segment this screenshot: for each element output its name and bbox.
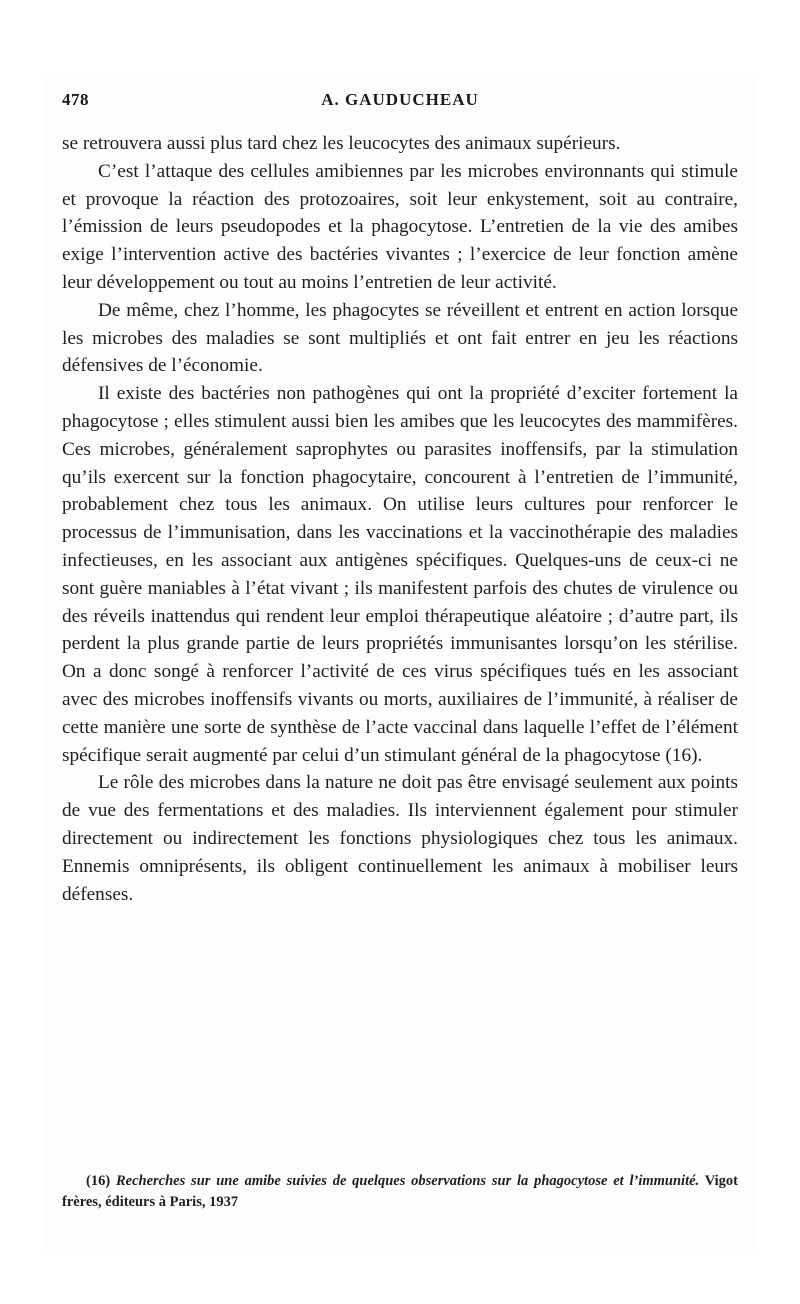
body-text (62, 130, 738, 908)
page-header (62, 90, 738, 118)
footnote-title: Recherches sur une amibe suivies de quelques observations sur la phagocytose et l’immunité. (115, 1173, 700, 1189)
paragraph-2: C’est l’attaque des cellules amibiennes par les microbes environnants qui stimule et provoque la réaction des protozoaires, soit leur enkystement, soit au contraire, l’émission de leurs pseudopodes et la phagocytose. L’entretien de la vie des amibes exige l’intervention active des bactéries vivantes ; l’exercice de leur fonction amène leur développement ou tout au moins l’entretien de leur activité. (62, 160, 738, 293)
page-number: 478 (62, 90, 89, 109)
footnote-marker: (16) (86, 1173, 111, 1189)
paragraph-4: Il existe des bactéries non pathogènes qui ont la propriété d’exciter fortement la phagocytose ; elles stimulent aussi bien les amibes que les leucocytes des mammifères. Ces microbes, généralement saprophytes ou parasites inoffensifs, par la stimulation qu’ils exercent sur la fonction phagocytaire, concourent à l’entretien de l’immunité, probablement chez tous les animaux. On utilise leurs cultures pour renforcer le processus de l’immunisation, dans les vaccinations et la vaccinothérapie des maladies infectieuses, en les associant aux antigènes spécifiques. Quelques-uns de ceux-ci ne sont guère maniables à l’état vivant ; ils manifestent parfois des chutes de virulence ou des réveils inattendus qui rendent leur emploi thérapeutique aléatoire ; d’autre part, ils perdent la plus grande partie de leurs propriétés immunisantes lorsqu’on les stérilise. On a donc songé à renforcer l’activité de ces virus spécifiques tués en les associant avec des microbes inoffensifs vivants ou morts, auxiliaires de l’immunité, à réaliser de cette manière une sorte de synthèse de l’acte vaccinal dans laquelle l’effet de l’élément spécifique serait augmenté par celui d’un stimulant général de la phagocytose (16). (62, 383, 738, 766)
running-title: A. GAUDUCHEAU (321, 90, 479, 109)
paragraph-1: se retrouvera aussi plus tard chez les leucocytes des animaux supérieurs. (62, 133, 621, 154)
footnote-publisher: Vigot frères, éditeurs à Paris, 1937 (62, 1173, 738, 1210)
paragraph-5: Le rôle des microbes dans la nature ne doit pas être envisagé seulement aux points de vue des fermentations et des maladies. Ils interviennent également pour stimuler directement ou indirectement les fonctions physiologiques chez tous les animaux. Ennemis omniprésents, ils obligent continuellement les animaux à mobiliser leurs défenses. (62, 772, 738, 905)
footnote (62, 1171, 738, 1213)
paragraph-3: De même, chez l’homme, les phagocytes se réveillent et entrent en action lorsque les microbes des maladies se sont multipliés et ont fait entrer en jeu les réactions défensives de l’économie. (62, 299, 738, 377)
